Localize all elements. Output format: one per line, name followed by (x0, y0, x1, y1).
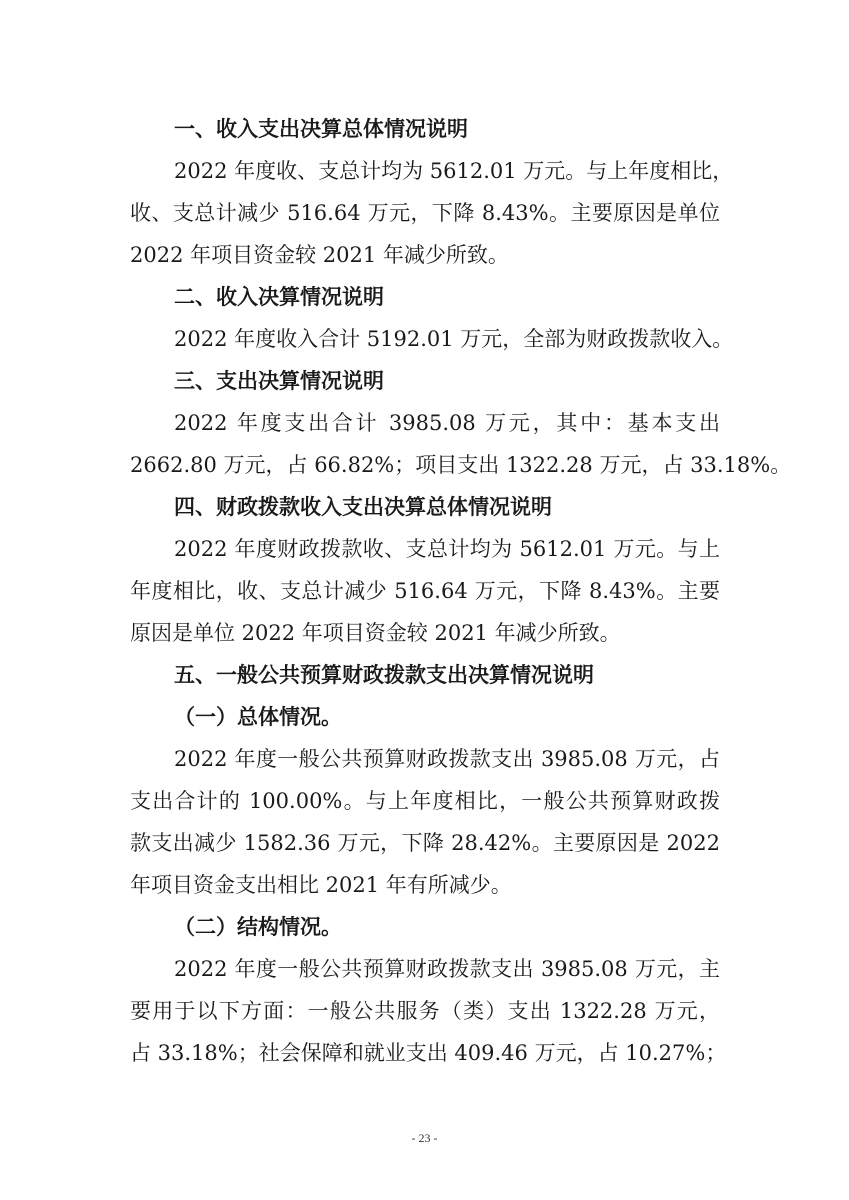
section-heading-1: 一、收入支出决算总体情况说明 (174, 117, 468, 141)
section-heading-5: 五、一般公共预算财政拨款支出决算情况说明 (174, 663, 594, 687)
section-heading-3: 三、支出决算情况说明 (174, 369, 384, 393)
section-heading-4: 四、财政拨款收入支出决算总体情况说明 (174, 495, 552, 519)
paragraph-line: 要用于以下方面：一般公共服务（类）支出 1322.28 万元， (130, 999, 720, 1023)
paragraph-line: 2662.80 万元，占 66.82%；项目支出 1322.28 万元，占 33.18%。 (130, 453, 792, 477)
paragraph-line: 支出合计的 100.00%。与上年度相比，一般公共预算财政拨 (130, 789, 720, 813)
subsection-heading-2: （二）结构情况。 (174, 915, 342, 939)
paragraph-line: 2022 年度收入合计 5192.01 万元，全部为财政拨款收入。 (174, 327, 734, 351)
paragraph-line: 2022 年度一般公共预算财政拨款支出 3985.08 万元，占 (174, 747, 720, 771)
paragraph-line: 原因是单位 2022 年项目资金较 2021 年减少所致。 (130, 621, 621, 645)
paragraph-line: 占 33.18%；社会保障和就业支出 409.46 万元，占 10.27%； (130, 1041, 727, 1065)
paragraph-line: 2022 年度收、支总计均为 5612.01 万元。与上年度相比， (174, 159, 734, 183)
paragraph-line: 2022 年度一般公共预算财政拨款支出 3985.08 万元，主 (174, 957, 720, 981)
page-number: - 23 - (411, 1131, 438, 1145)
paragraph-line: 收、支总计减少 516.64 万元，下降 8.43%。主要原因是单位 (130, 201, 720, 225)
paragraph-line: 款支出减少 1582.36 万元，下降 28.42%。主要原因是 2022 (130, 831, 720, 855)
paragraph-line: 2022 年项目资金较 2021 年减少所致。 (130, 243, 509, 267)
paragraph-line: 年项目资金支出相比 2021 年有所减少。 (130, 873, 512, 897)
subsection-heading-1: （一）总体情况。 (174, 705, 342, 729)
section-heading-2: 二、收入决算情况说明 (174, 285, 384, 309)
paragraph-line: 2022 年度支出合计 3985.08 万元，其中：基本支出 (174, 411, 720, 435)
paragraph-line: 2022 年度财政拨款收、支总计均为 5612.01 万元。与上 (174, 537, 720, 561)
paragraph-line: 年度相比，收、支总计减少 516.64 万元，下降 8.43%。主要 (130, 579, 720, 603)
